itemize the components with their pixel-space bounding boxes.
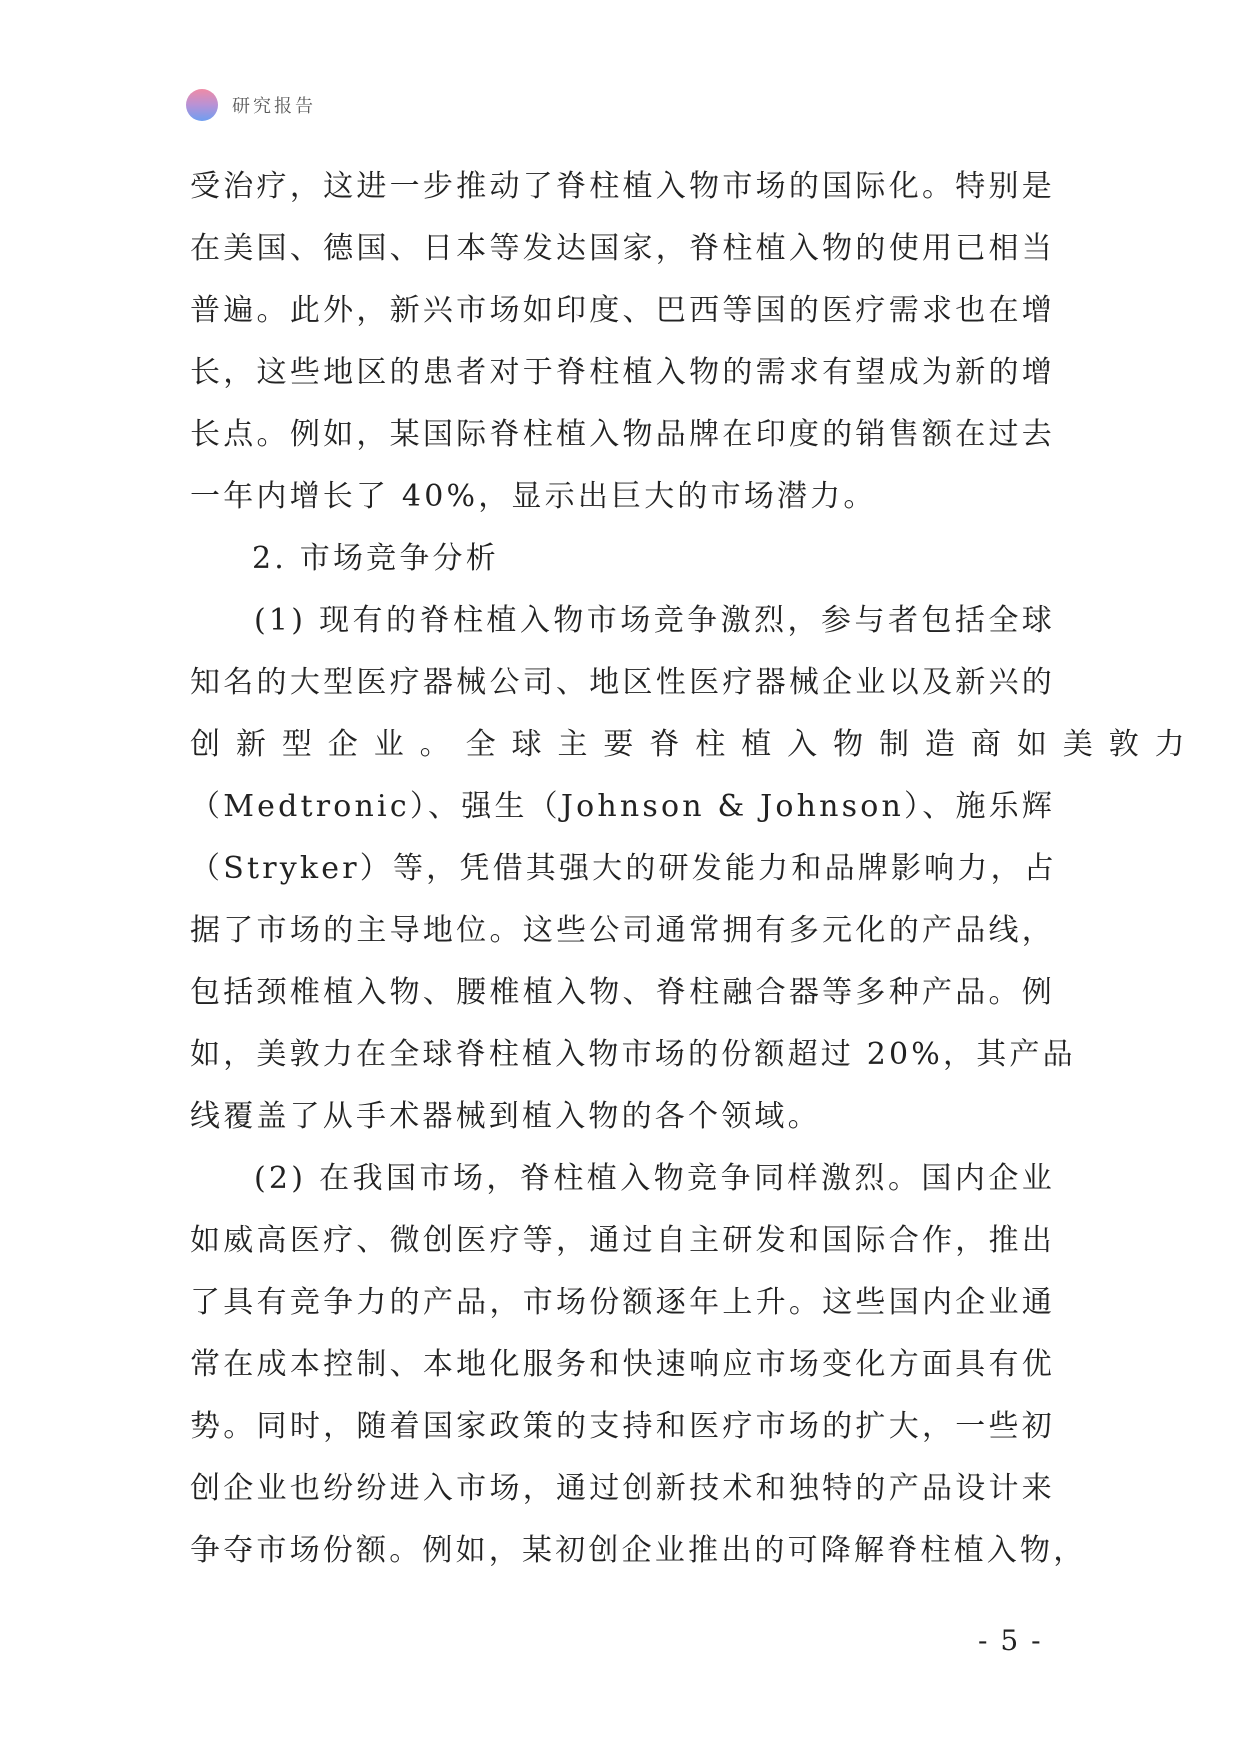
- text-line: 据了市场的主导地位。这些公司通常拥有多元化的产品线，: [190, 913, 1055, 948]
- section-heading: 2. 市场竞争分析: [252, 541, 499, 576]
- text-line: 创企业也纷纷进入市场，通过创新技术和独特的产品设计来: [190, 1471, 1055, 1506]
- text-line: (1) 现有的脊柱植入物市场竞争激烈，参与者包括全球: [254, 603, 1055, 638]
- text-line: 知名的大型医疗器械公司、地区性医疗器械企业以及新兴的: [190, 665, 1055, 700]
- header-title: 研究报告: [232, 96, 316, 117]
- text-line: （Stryker）等，凭借其强大的研发能力和品牌影响力，占: [190, 851, 1057, 886]
- text-line: 长，这些地区的患者对于脊柱植入物的需求有望成为新的增: [190, 355, 1055, 390]
- text-line: 普遍。此外，新兴市场如印度、巴西等国的医疗需求也在增: [190, 293, 1055, 328]
- text-line: 创 新 型 企 业 。 全 球 主 要 脊 柱 植 入 物 制 造 商 如 美 敦 力: [190, 727, 1188, 762]
- text-line: 长点。例如，某国际脊柱植入物品牌在印度的销售额在过去: [190, 417, 1055, 452]
- text-line: 势。同时，随着国家政策的支持和医疗市场的扩大，一些初: [190, 1409, 1055, 1444]
- page-number: - 5 -: [978, 1624, 1043, 1657]
- text-line: 一年内增长了 40%，显示出巨大的市场潜力。: [190, 479, 877, 514]
- text-line: 如威高医疗、微创医疗等，通过自主研发和国际合作，推出: [190, 1223, 1055, 1258]
- text-line: 如，美敦力在全球脊柱植入物市场的份额超过 20%，其产品: [190, 1037, 1076, 1072]
- text-line: 争夺市场份额。例如，某初创企业推出的可降解脊柱植入物，: [190, 1533, 1087, 1568]
- text-line: 受治疗，这进一步推动了脊柱植入物市场的国际化。特别是: [190, 169, 1055, 204]
- page-header: [186, 88, 316, 122]
- report-logo-icon: [186, 89, 218, 121]
- text-line: 包括颈椎植入物、腰椎植入物、脊柱融合器等多种产品。例: [190, 975, 1055, 1010]
- body-text: [190, 156, 1188, 1582]
- text-line: (2) 在我国市场，脊柱植入物竞争同样激烈。国内企业: [254, 1161, 1055, 1196]
- text-line: 常在成本控制、本地化服务和快速响应市场变化方面具有优: [190, 1347, 1055, 1382]
- text-line: 在美国、德国、日本等发达国家，脊柱植入物的使用已相当: [190, 231, 1055, 266]
- text-line: 线覆盖了从手术器械到植入物的各个领域。: [190, 1099, 821, 1134]
- text-line: （Medtronic）、强生（Johnson & Johnson）、施乐辉: [190, 789, 1056, 824]
- text-line: 了具有竞争力的产品，市场份额逐年上升。这些国内企业通: [190, 1285, 1055, 1320]
